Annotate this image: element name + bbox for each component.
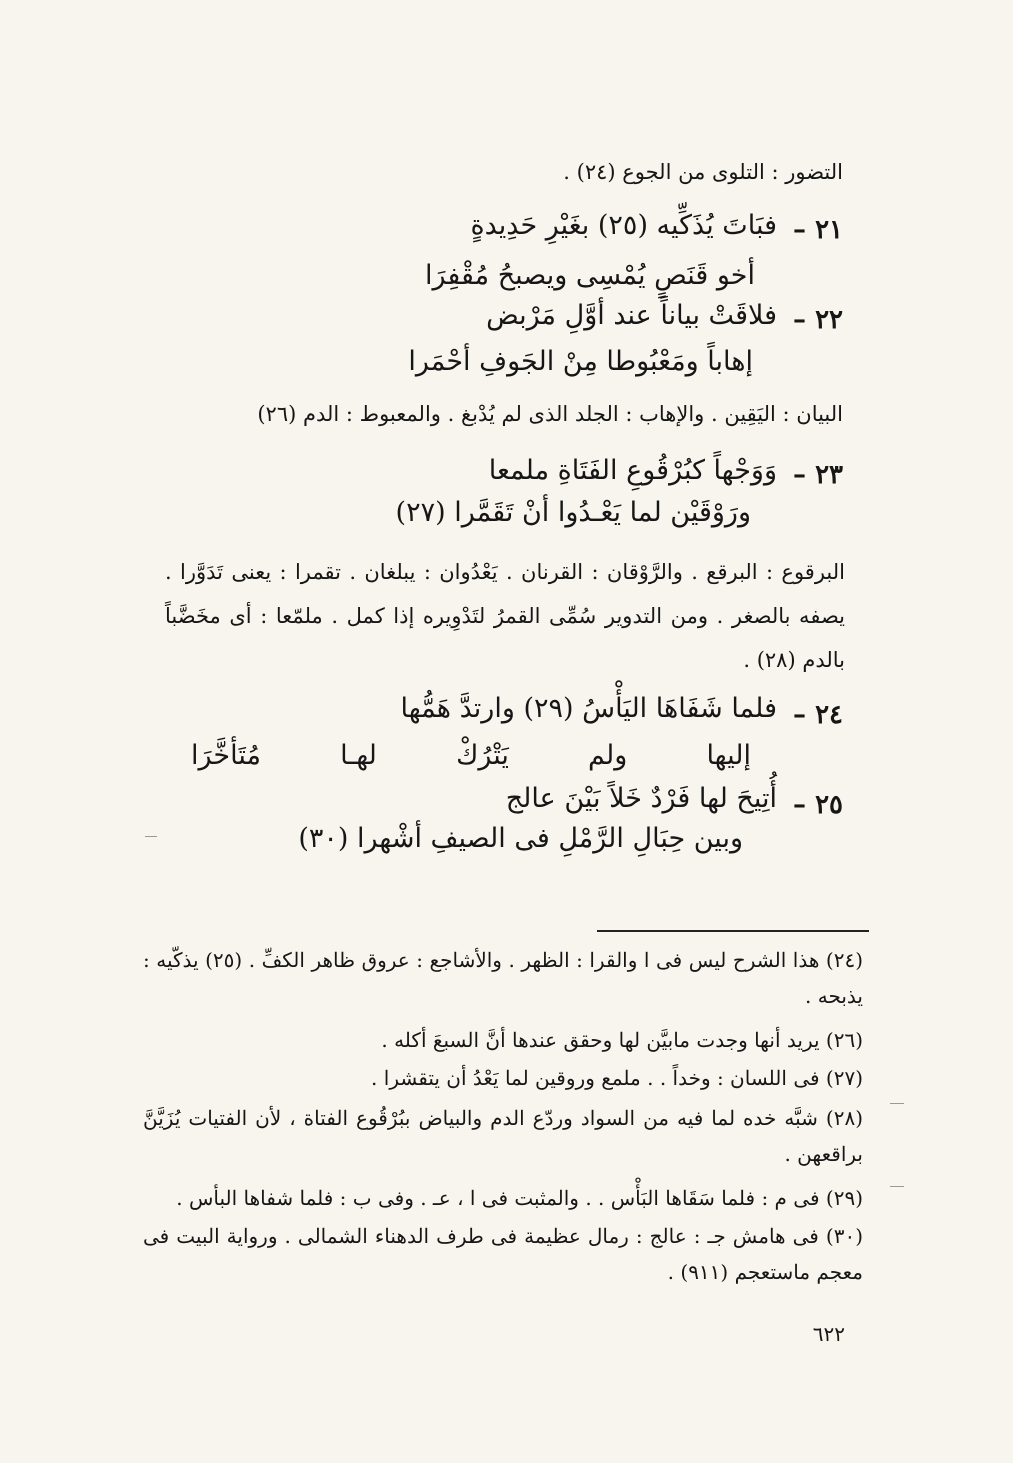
- gloss-paragraph-burqu: البرقوع : البرقع . والرَّوْقان : القرنان . يَعْدُوان : يبلغان . تقمرا : يعنى تَدَوَّرا . يصفه بالصغر . ومن التدوير سُمِّى القمرُ لتَدْوِيره إذا كمل . ملمّعا : أى مخَضَّباً بالدم (٢٨) .: [165, 560, 845, 672]
- verse-word: إليها: [706, 740, 751, 771]
- footnote-28: (٢٨) شبَّه خده لما فيه من السواد وردّع الدم والبياض ببُرْقُوع الفتاة ، لأن الفتيات يُزَيَّنَّ براقعهن .: [143, 1106, 863, 1166]
- verse-second-hemistich: وبين حِبَالِ الرَّمْلِ فى الصيفِ أشْهرا (٣٠): [298, 823, 743, 854]
- verse-first-hemistich: أُتِيحَ لها فَرْدٌ خَلاً بَيْنَ عالج: [505, 783, 777, 814]
- verse-word: يَتْرُكْ: [456, 740, 509, 771]
- page-number: ٦٢٢: [812, 1322, 845, 1346]
- verse-first-hemistich: فلما شَفَاهَا اليَأْسُ (٢٩) وارتدَّ هَمُّها: [400, 693, 777, 724]
- verse-number: ٢٤ –: [793, 700, 843, 730]
- verse-number: ٢١ –: [793, 215, 843, 245]
- verse-number: ٢٢ –: [793, 305, 843, 335]
- verse-second-hemistich: أخو قَنَصٍ يُمْسِى ويصبحُ مُقْفِرَا: [424, 260, 755, 291]
- footnote-26: (٢٦) يريد أنها وجدت مابيَّن لها وحقق عندها أنَّ السبعَ أكله .: [381, 1028, 863, 1052]
- verse-second-hemistich: ورَوْقَيْن لما يَعْـدُوا أنْ تَقَمَّرا (٢٧): [395, 497, 751, 528]
- verse-second-hemistich: [191, 740, 751, 771]
- footnote-29: (٢٩) فى م : فلما سَقَاها البَأْس . . والمثبت فى ا ، عـ . وفى ب : فلما شفاها البأس .: [176, 1186, 863, 1210]
- verse-word: مُتَأخَّرَا: [191, 740, 261, 771]
- footnote-separator: [597, 930, 869, 932]
- verse-first-hemistich: وَوَجْهاً كبُرْقُوعِ الفَتَاةِ ملمعا: [488, 455, 777, 486]
- gloss-line-tadawwur: التضور : التلوى من الجوع (٢٤) .: [563, 160, 843, 184]
- footnote-30: (٣٠) فى هامش جـ : عالج : رمال عظيمة فى طرف الدهناء الشمالى . ورواية البيت فى معجم ماستعجم (٩١١) .: [143, 1224, 863, 1284]
- verse-first-hemistich: فبَاتَ يُذَكِّيه (٢٥) بغَيْرِ حَدِيدةٍ: [470, 210, 777, 241]
- scan-mark: [145, 836, 157, 837]
- footnote-27: (٢٧) فى اللسان : وخداً . . ملمع وروقين لما يَعْدُ أن يتقشرا .: [371, 1066, 863, 1090]
- verse-word: ولم: [588, 740, 628, 771]
- verse-first-hemistich: فلاقَتْ بياناً عند أوَّلِ مَرْبض: [486, 300, 777, 331]
- verse-word: لهـا: [340, 740, 377, 771]
- scan-mark: [890, 1103, 904, 1104]
- verse-second-hemistich: إهاباً ومَعْبُوطا مِنْ الجَوفِ أحْمَرا: [408, 346, 753, 377]
- verse-number: ٢٣ –: [793, 460, 843, 490]
- footnote-24-25: (٢٤) هذا الشرح ليس فى ا والقرا : الظهر . والأشاجع : عروق ظاهر الكفِّ . (٢٥) يذكّيه : يذبحه .: [143, 948, 863, 1008]
- scan-mark: [890, 1186, 904, 1187]
- verse-number: ٢٥ –: [793, 790, 843, 820]
- gloss-line-bayan: البيان : اليَقِين . والإهاب : الجلد الذى لم يُدْبغ . والمعبوط : الدم (٢٦): [257, 402, 843, 426]
